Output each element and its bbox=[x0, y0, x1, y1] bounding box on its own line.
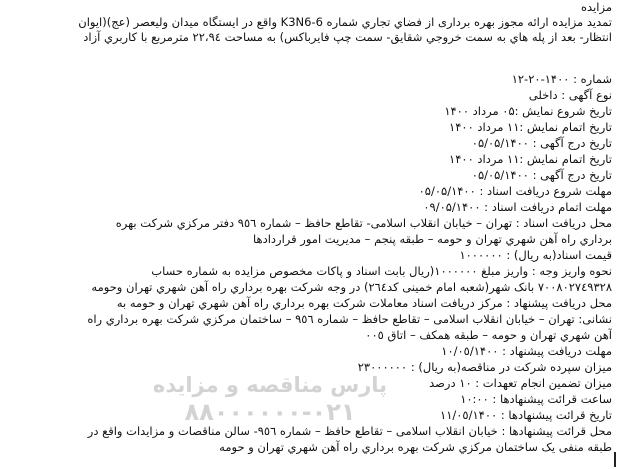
ad-insert-date: تاریخ درج آگهی : ۰۵/۰۵/١۴٠٠ bbox=[471, 136, 612, 150]
payment-method-2: ٧٠٠٨٠٢٧٤٩٣٢٨ بانک شهر(شعبه امام خمینی کد٢٦٤) در وجه شرکت بهره برداري راه آهن شهري تهران وحومه bbox=[91, 280, 612, 294]
display-end-date: تاریخ اتمام نمایش :١١ مرداد ١۴٠٠ bbox=[449, 120, 612, 134]
ad-type: نوع آگهی : داخلی bbox=[528, 88, 612, 102]
opening-location-2: طبقه منفی یک ساختمان مرکزي شرکت بهره برداري راه آهن شهري تهران و حومه bbox=[219, 440, 612, 454]
docs-price: قیمت اسناد(به ریال) : ۱۰۰۰۰۰۰ bbox=[459, 248, 612, 262]
opening-location-1: محل قرائت پیشنهادها : خیابان انقلاب اسلامی – تقاطع حافظ – شماره ٩٥٦- سالن مناقصات و مزایدات واقع در bbox=[87, 424, 612, 438]
bid-deadline: مهلت دریافت پیشنهاد : ١۰/۰٥/١۴٠٠ bbox=[441, 344, 612, 358]
docs-location-1: محل دریافت اسناد : تهران – خیابان انقلاب اسلامی- تقاطع حافظ – شماره ٩٥٦ دفتر مرکزي شرکت بهره bbox=[115, 216, 612, 230]
page-edge-marker bbox=[614, 452, 616, 467]
payment-method-1: نحوه واریز وجه : واریز مبلغ ۱۰۰۰۰۰۰(ریال بابت اسناد و پاکات مخصوص مزایده به شماره حساب bbox=[151, 264, 612, 278]
display-end-date-2: تاریخ اتمام نمایش :١١ مرداد ١۴٠٠ bbox=[449, 152, 612, 166]
watermark-phone: ٠٢١-٨٨٠٠٠٠٠٠ bbox=[184, 398, 356, 426]
docs-location-2: برداري راه آهن شهري تهران و حومه – طبقه پنجم – مدیریت امور قراردادها bbox=[253, 232, 612, 246]
deposit-amount: میزان سپرده شرکت در مناقصه(به ریال) : ٢٣٠٠٠٠٠٠ bbox=[357, 360, 612, 374]
bid-location-1: محل دریافت پیشنهاد : مرکز دریافت اسناد معاملات شرکت بهره برداري راه آهن شهري تهران و حومه به bbox=[116, 296, 612, 310]
docs-start-date: مهلت شروع دریافت اسناد : ۰۵/۰۵/١۴٠٠ bbox=[418, 184, 612, 198]
notice-title-line-1: تمدید مزایده ارائه مجوز بهره برداری از فضاي تجاري شماره K3N6-6 واقع در ایستگاه میدان ولیعصر (عج)(ایوان bbox=[78, 15, 612, 29]
opening-time: ساعت قرائت پیشنهادها : ١۰:۰۰ bbox=[460, 392, 612, 406]
display-start-date: تاریخ شروع نمایش :۰۵ مرداد ١۴٠٠ bbox=[444, 104, 612, 118]
opening-date: تاریخ قرائت پیشنهادها : ١١/۰٥/١۴٠٠ bbox=[440, 408, 612, 422]
watermark-text: پارس مناقصه و مزایده bbox=[152, 373, 388, 397]
ad-insert-date-2: تاریخ درج آگهی : ۰۵/۰۵/١۴٠٠ bbox=[471, 168, 612, 182]
performance-guarantee: میزان تضمین انجام تعهدات : ١۰ درصد bbox=[429, 376, 612, 390]
tender-number: شماره : ١۴٠٠-٢٠-١٢ bbox=[511, 72, 612, 86]
docs-end-date: مهلت اتمام دریافت اسناد : ۰۹/۰۵/١۴٠٠ bbox=[423, 200, 612, 214]
notice-title-line-2: انتظار- بعد از پله هاي به سمت خروجي شقایق- سمت چپ فایرباکس) به مساحت ٢٢،٩٤ مترمربع با کاربري آزاد bbox=[83, 30, 612, 44]
bid-location-2: نشانی: تهران – خیابان انقلاب اسلامی – تقاطع حافظ – شماره ٩٥٦ – ساختمان مرکزي شرکت بهره برداري راه bbox=[87, 312, 612, 326]
bid-location-3: آهن شهري تهران و حومه – طبقه همکف – اتاق ۰۰٥ bbox=[365, 328, 612, 342]
notice-heading: مزایده bbox=[581, 0, 612, 14]
